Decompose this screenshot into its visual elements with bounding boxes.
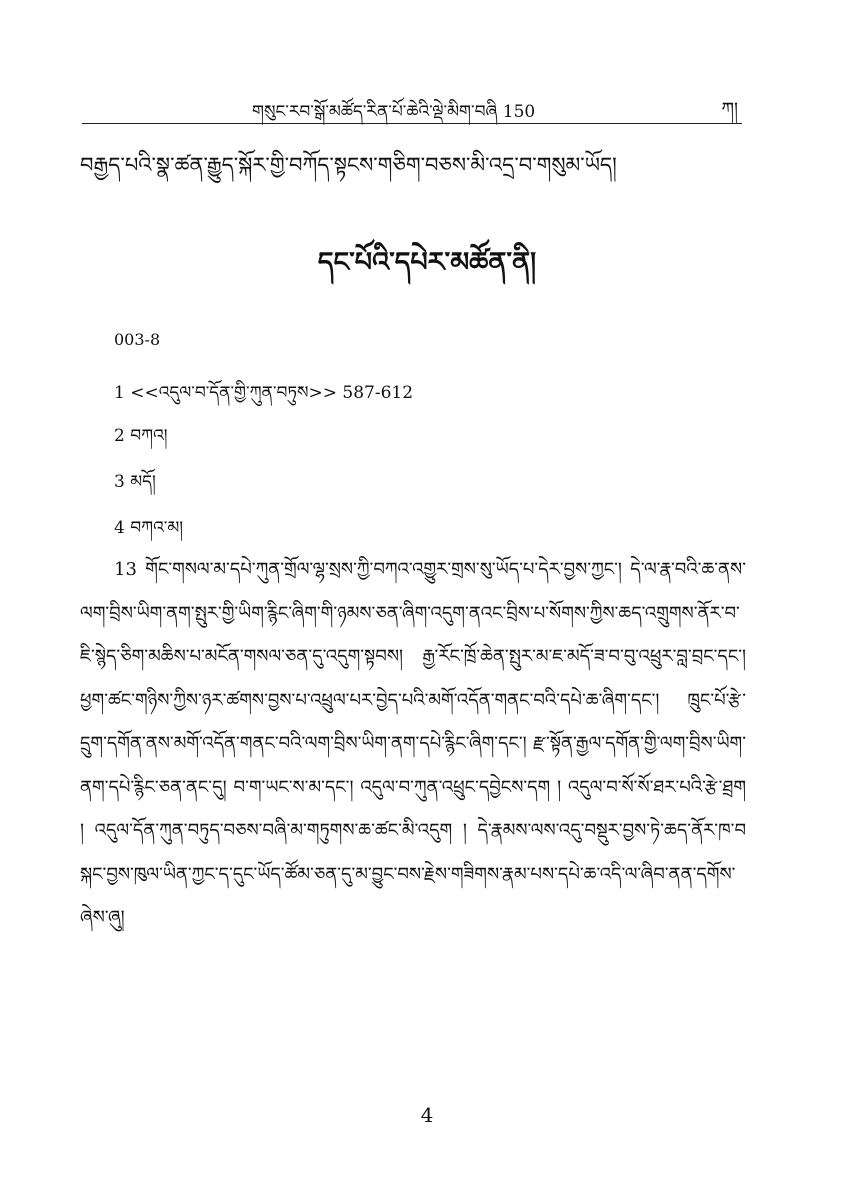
entry-2: 2 བཀའ།: [114, 426, 168, 446]
section-title: དང་པོའི་དཔེར་མཚོན་ནི།: [317, 247, 537, 278]
running-head: གསུང་རབ་སྒོ་མཚོད་རིན་པོ་ཆེའི་ལྡེ་མིག་བཞི 150: [252, 102, 536, 122]
body-paragraph: 13 གོང་གསལ་མ་དཔེ་ཀུན་གྲོལ་ལྷ་སྲས་ཀྱི་བཀའ་འགྱུར་གྲས་སུ་ཡོད་པ་དེར་བྱས་ཀྱང་། དེ་ལ་རྣ་བའི་ཆ་ནས་ལག་བྲིས་ཡིག་ནག་སྤུར་གྱི་ཡིག་རྙིང་ཞིག་གི་ཉམས་ཅན་ཞིག་འདུག་ནའང་བྲིས་པ་སོགས་ཀྱིས་ཆད་འགྲུགས་ནོར་བ་ཇི་སྙེད་ཅིག་མཆིས་པ་མངོན་གསལ་ཅན་དུ་འདུག་སྟབས། རྒྱ་རོང་ཁྲོ་ཆེན་སྤུར་མ་ཇ་མདོ་ཟ་བ་བུ་འཕྲུར་བླ་བྲང་དང་། ཕྱག་ཚང་གཉིས་ཀྱིས་ཉར་ཚགས་བྱས་པ་འཕྲུལ་པར་བྱེད་པའི་མགོ་འདོན་གནང་བའི་དཔེ་ཆ་ཞིག་དང་། ཁྲུང་པོ་རྩེ་དྲུག་དགོན་ནས་མགོ་འདོན་གནང་བའི་ལག་བྲིས་ཡིག་ནག་དཔེ་རྙིང་ཞིག་དང་། རྫ་སྟོན་རྒྱལ་དགོན་གྱི་ལག་བྲིས་ཡིག་ནག་དཔེ་རྙིང་ཅན་ནང་དུ། བ་ག་ཡང་ས་མ་དང་། འདུལ་བ་ཀུན་འཕྲུང་དབྱེངས་དག ། འདུལ་བ་སོ་སོ་ཐར་པའི་རྩེ་ཐྲག ། འདུལ་དོན་ཀུན་བཏུད་བཅས་བཞི་མ་གཏུགས་ཆ་ཚང་མི་འདུག ། དེ་རྣམས་ལས་འདུ་བསྡུར་བྱས་ཏེ་ཆད་ནོར་ཁ་བསྐང་བྱས་ཁུལ་ཡིན་ཀྱང་ད་དུང་ཡོད་ཚོམ་ཅན་དུ་མ་བྱུང་བས་རྗེས་གཟིགས་རྣམ་པས་དཔེ་ཆ་འདི་ལ་ཞིབ་ནན་དགོས་ཞེས་ཞུ།: [80, 559, 746, 928]
page-label: ཀ།: [721, 99, 738, 120]
page-number: 4: [420, 1103, 434, 1127]
entry-1: 1 <<འདུལ་བ་དོན་གྱི་ཀུན་བཏུས>> 587-612: [114, 383, 414, 403]
header-rule: [82, 123, 742, 124]
running-header: [82, 86, 742, 124]
intro-line: བརྒྱད་པའི་སྣ་ཚན་རྒྱུད་སྐོར་གྱི་བཀོད་སྟངས་གཅིག་བཅས་མི་འདྲ་བ་གསུམ་ཡོད།: [80, 153, 617, 177]
entry-3: 3 མདོ།: [114, 472, 156, 492]
entry-4: 4 བཀའ་མ།: [114, 518, 184, 538]
reference-code: 003-8: [114, 330, 161, 349]
